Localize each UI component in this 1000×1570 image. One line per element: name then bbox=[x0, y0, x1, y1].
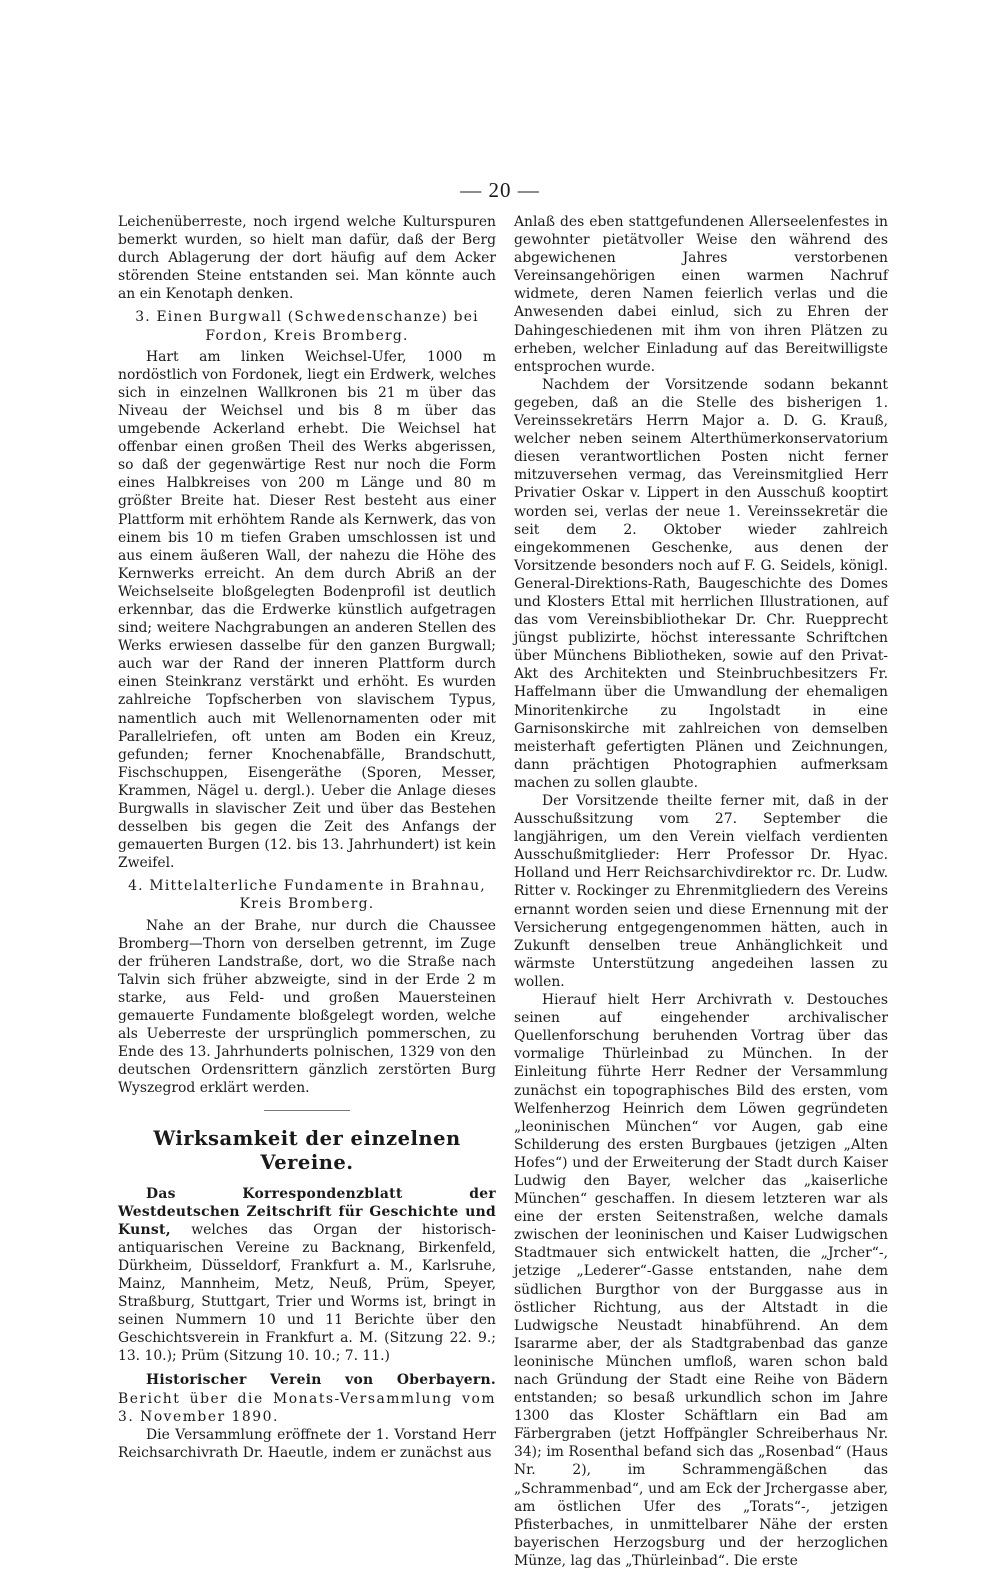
paragraph: Nahe an der Brahe, nur durch die Chaussee Bromberg—Thorn von derselben getrennt, im Zuge der früheren Landstraße, dort, wo die Straße nach Talvin sich früher abzweigte, sind in der Erde 2 m starke, aus Feld- und großen Mauersteinen gemauerte Fundamente bloßgelegt worden, welche als Ueberreste der ursprünglich pommerschen, zu Ende des 13. Jahrhunderts polnischen, 1329 von den deutschen Ordensrittern gänzlich zerstörten Burg Wyszegrod erklärt werden. bbox=[118, 917, 496, 1097]
paragraph-body: Bericht über die Monats-Versammlung vom 3. November 1890. bbox=[118, 1390, 496, 1425]
paragraph: Die Versammlung eröffnete der 1. Vorstand Herr Reichsarchivrath Dr. Haeutle, indem er zunächst aus bbox=[118, 1426, 496, 1461]
subsection-heading-fundamente: 4. Mittelalterliche Fundamente in Brahnau, Kreis Bromberg. bbox=[128, 878, 486, 913]
right-column bbox=[514, 213, 888, 1570]
paragraph bbox=[118, 1371, 496, 1425]
paragraph: Hierauf hielt Herr Archivrath v. Destouches seinen auf eingehender archivalischer Quellenforschung beruhenden Vortrag über das vormalige Thürleinbad zu München. In der Einleitung führte Herr Redner der Versammlung zunächst ein topographisches Bild des ersten, vom Welfenherzog Heinrich dem Löwen gegründeten „leoninischen München“ vor Augen, gab eine Schilderung des ersten Burgbaues (jetzigen „Alten Hofes“) und der Erweiterung der Stadt durch Kaiser Ludwig den Bayer, welcher das „kaiserliche München“ geschaffen. In diesem letzteren war als eine der ersten Seitenstraßen, welche damals zwischen der leoninischen und Kaiser Ludwigschen Stadtmauer sich entwickelt hatten, die „Jrcher“-, jetzige „Lederer“-Gasse entstanden, nahe dem südlichen Burgthor von der Burggasse aus in östlicher Richtung, aus der Altstadt in die Ludwigsche Neustadt hinabführend. An dem Isararme aber, der als Stadtgrabenbad das ganze leoninische München umfloß, waren schon bald nach Gründung der Stadt eine Reihe von Bädern entstanden; so besaß urkundlich schon im Jahre 1300 das Kloster Schäftlarn ein Bad am Färbergraben (jetzt Hoffpängler Schreiberhaus Nr. 34); im Rosenthal befand sich das „Rosenbad“ (Haus Nr. 2), im Schrammengäßchen das „Schrammenbad“, und am Eck der Jrchergasse aber, am östlichen Ufer des „Torats“-, jetzigen Pfisterbaches, in unmittelbarer Nähe der ersten bayerischen Herzogsburg und der herzoglichen Münze, lag das „Thürleinbad“. Die erste bbox=[514, 992, 888, 1569]
paragraph-lead: Das Korrespondenzblatt der Westdeutschen Zeitschrift für Geschichte und Kunst, bbox=[118, 1185, 496, 1238]
paragraph-body: welches das Organ der historisch-antiquarischen Vereine zu Backnang, Birkenfeld, Dürkheim, Düsseldorf, Frankfurt a. M., Karlsruhe, Mainz, Mannheim, Metz, Neuß, Prüm, Speyer, Straßburg, Stuttgart, Trier und Worms ist, bringt in seinen Nummern 10 und 11 Berichte über den Geschichtsverein in Frankfurt a. M. (Sitzung 22. 9.; 13. 10.); Prüm (Sitzung 10. 10.; 7. 11.) bbox=[118, 1221, 496, 1365]
paragraph: Nachdem der Vorsitzende sodann bekannt gegeben, daß an die Stelle des bisherigen 1. Vereinssekretärs Herrn Major a. D. G. Krauß, welcher neben seinem Alterthümerkonservatorium diesen verantwortlichen Posten nicht ferner mitzuversehen vermag, das Vereinsmitglied Herr Privatier Oskar v. Lippert in den Ausschuß kooptirt worden sei, verlas der neue 1. Vereinssekretär die seit dem 2. Oktober wieder zahlreich eingekommenen Geschenke, aus denen der Vorsitzende besonders noch auf F. G. Seidels, königl. General-Direktions-Rath, Baugeschichte des Domes und Klosters Ettal mit herrlichen Illustrationen, auf das vom Vereinsbibliothekar Dr. Chr. Ruepprecht jüngst publizirte, höchst interessante Schriftchen über Münchens Bibliotheken, sowie auf den Privat-Akt des Architekten und Steinbruchbesitzers Fr. Haffelmann über die Umwandlung der ehemaligen Minoritenkirche zu Ingolstadt in eine Garnisonskirche mit zahlreichen von demselben meisterhaft gefertigten Plänen und Zeichnungen, dann prächtigen Photographien aufmerksam machen zu sollen glaubte. bbox=[514, 376, 888, 791]
left-column bbox=[118, 213, 496, 1462]
paragraph-lead: Historischer Verein von Oberbayern. bbox=[146, 1372, 496, 1389]
paragraph: Hart am linken Weichsel-Ufer, 1000 m nordöstlich von Fordonek, liegt ein Erdwerk, welches sich in einzelnen Wallkronen bis 21 m über das Niveau der Weichsel und bis 8 m über das umgebende Ackerland erhebt. Die Weichsel hat offenbar einen großen Theil des Werks abgerissen, so daß der gegenwärtige Rest nur noch die Form eines Halbkreises von 200 m Länge und 80 m größter Breite hat. Dieser Rest besteht aus einer Plattform mit erhöhtem Rande als Kernwerk, das von einem bis 10 m tiefen Graben umschlossen ist und aus einem äußeren Wall, der nahezu die Höhe des Kernwerks erreicht. An dem durch Abriß an der Weichselseite bloßgelegten Bodenprofil ist deutlich erkennbar, das die Erdwerke künstlich aufgetragen sind; weitere Nachgrabungen an anderen Stellen des Werks erwiesen dasselbe für den ganzen Burgwall; auch war der Rand der inneren Plattform durch einen Steinkranz verstärkt und erhöht. Es wurden zahlreiche Topfscherben von slavischem Typus, namentlich auch mit Wellenornamenten oder mit Parallelriefen, oft unten am Boden ein Kreuz, gefunden; ferner Knochenabfälle, Brandschutt, Fischschuppen, Eisengeräthe (Sporen, Messer, Krammen, Nägel u. dergl.). Ueber die Anlage dieses Burgwalls in slavischer Zeit und über das Bestehen desselben bis gegen die Zeit des Anfangs der gemauerten Burgen (12. bis 13. Jahrhundert) ist kein Zweifel. bbox=[118, 348, 496, 872]
page-number: — 20 — bbox=[460, 178, 540, 202]
section-title: Wirksamkeit der einzelnen Vereine. bbox=[153, 1126, 461, 1174]
paragraph: Anlaß des eben stattgefundenen Allerseelenfestes in gewohnter pietätvoller Weise den während des abgewichenen Jahres verstorbenen Vereinsangehörigen einen warmen Nachruf widmete, deren Namen feierlich verlas und die Anwesenden dabei einlud, sich zu Ehren der Dahingeschiedenen mit ihm von ihren Plätzen zu erheben, welcher Einladung auf das Bereitwilligste entsprochen wurde. bbox=[514, 214, 888, 375]
paragraph bbox=[118, 1185, 496, 1366]
section-divider bbox=[264, 1110, 350, 1111]
paragraph: Leichenüberreste, noch irgend welche Kulturspuren bemerkt wurden, so hielt man dafür, daß der Berg durch Ablagerung der dort häufig auf dem Acker störenden Steine entstanden sei. Man könnte auch an ein Kenotaph denken. bbox=[118, 214, 496, 303]
subsection-heading-burgwall: 3. Einen Burgwall (Schwedenschanze) bei Fordon, Kreis Bromberg. bbox=[135, 309, 479, 344]
paragraph: Der Vorsitzende theilte ferner mit, daß in der Ausschußsitzung vom 27. September die langjährigen, um den Verein vielfach verdienten Ausschußmitglieder: Herr Professor Dr. Hyac. Holland und Herr Reichsarchivdirektor rc. Dr. Ludw. Ritter v. Rockinger zu Ehrenmitgliedern des Vereins ernannt worden seien und diese Ernennung mit der Versicherung entgegengenommen hätten, auch in Zukunft denselben treue Anhänglichkeit und wärmste Unterstützung angedeihen lassen zu wollen. bbox=[514, 793, 888, 990]
